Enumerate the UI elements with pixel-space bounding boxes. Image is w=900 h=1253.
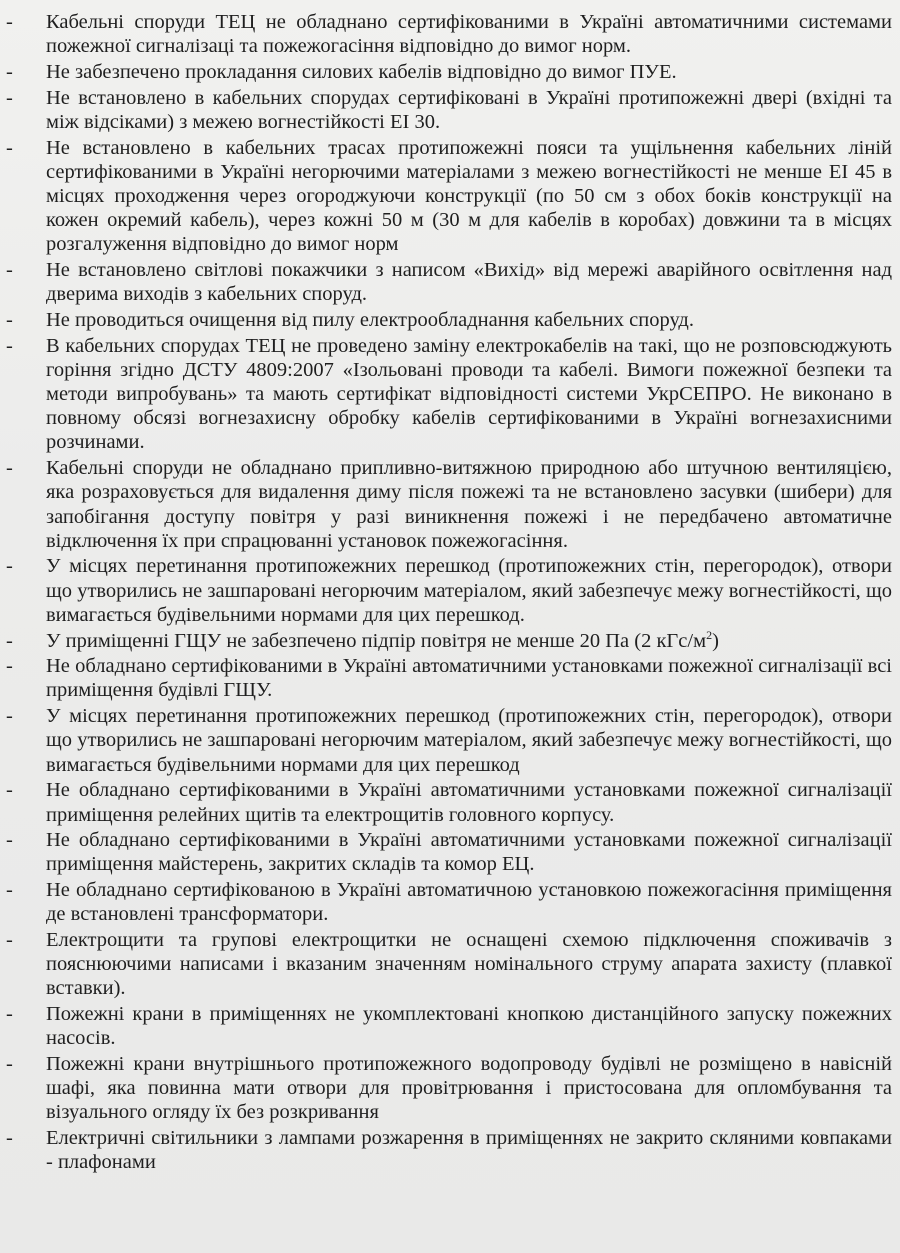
- bullet-dash: -: [6, 86, 13, 109]
- item-text-main: Не обладнано сертифікованою в Україні автоматичною установкою пожежогасіння приміщення де встановлені трансформатори.: [46, 879, 892, 926]
- list-item: [6, 878, 892, 926]
- item-text-main: Пожежні крани внутрішнього протипожежного водопроводу будівлі не розміщено в навісній шафі, яка повинна мати отвори для провітрювання і пристосована для опломбування та візуального огляду їх без розкривання: [46, 1053, 892, 1124]
- list-item: [6, 334, 892, 455]
- item-text-main: У місцях перетинання протипожежних перешкод (протипожежних стін, перегородок), отвори що утворились не зашпаровані негорючим матеріалом, який забезпечує межу вогнестійкості, що вимагається будівельними нормами для цих перешкод: [46, 705, 892, 776]
- list-item: [6, 86, 892, 134]
- item-text-main: Не обладнано сертифікованими в Україні автоматичними установками пожежної сигналізації всі приміщення будівлі ГЩУ.: [46, 655, 892, 702]
- bullet-dash: -: [6, 555, 13, 578]
- bullet-dash: -: [6, 308, 13, 331]
- bullet-dash: -: [6, 879, 13, 902]
- list-item: [6, 258, 892, 306]
- bullet-dash: -: [6, 1053, 13, 1076]
- item-text-main: Кабельні споруди не обладнано припливно-витяжною природною або штучною вентиляцією, яка розраховується для видалення диму після пожежі та не встановлено засувки (шибери) для запобігання доступу повітря у разі виникнення пожежі і не передбачено автоматичне відключення їх при спрацюванні установок пожежогасіння.: [46, 457, 892, 552]
- bullet-dash: -: [6, 259, 13, 282]
- list-item: [6, 654, 892, 702]
- item-text-main: Електричні світильники з лампами розжарення в приміщеннях не закрито скляними ковпаками - плафонами: [46, 1127, 892, 1174]
- list-item: [6, 60, 892, 84]
- item-text-main: У місцях перетинання протипожежних перешкод (протипожежних стін, перегородок), отвори що утворились не зашпаровані негорючим матеріалом, який забезпечує межу вогнестійкості, що вимагається будівельними нормами для цих перешкод.: [46, 555, 892, 626]
- item-text-main: Не встановлено в кабельних трасах протипожежні пояси та ущільнення кабельних ліній сертифікованими в Україні негорючими матеріалами з межею вогнестійкості не менше ЕІ 45 в місцях проходження через огороджуючи конструкції (по 50 см з обох боків конструкції на кожен окремий кабель), через кожні 50 м (30 м для кабелів в коробах) довжини та в місцях розгалуження відповідно до вимог норм: [46, 136, 892, 256]
- list-item: [6, 554, 892, 627]
- item-text: [46, 705, 892, 775]
- list-item: [6, 456, 892, 553]
- list-item: [6, 308, 892, 332]
- item-text: [46, 779, 892, 825]
- bullet-dash: -: [6, 11, 13, 33]
- list-item: [6, 828, 892, 876]
- item-text-main: Не встановлено світлові покажчики з написом «Вихід» від мережі аварійного освітлення над дверима виходів з кабельних споруд.: [46, 259, 892, 306]
- bullet-dash: -: [6, 60, 13, 83]
- list-item: [6, 136, 892, 257]
- item-text: [46, 11, 892, 57]
- bullet-dash: -: [6, 1003, 13, 1026]
- item-text-main: В кабельних спорудах ТЕЦ не проведено заміну електрокабелів на такі, що не розповсюджують горіння згідно ДСТУ 4809:2007 «Ізольовані проводи та кабелі. Вимоги пожежної безпеки та методи випробувань» та мають сертифікат відповідності системи УкрСЕПРО. Не виконано в повному обсязі вогнезахисну обробку кабелів сертифікованими в Україні вогнезахисними розчинами.: [46, 334, 892, 454]
- item-text-main: Не забезпечено прокладання силових кабелів відповідно до вимог ПУЕ.: [46, 60, 677, 83]
- bullet-dash: -: [6, 829, 13, 852]
- superscript: 2: [706, 627, 713, 642]
- bullet-dash: -: [6, 334, 13, 357]
- list-item: [6, 704, 892, 777]
- list-item: [6, 1052, 892, 1125]
- item-text-main: Кабельні споруди ТЕЦ не обладнано сертифікованими в Україні автоматичними системами пожежної сигналізаці та пожежогасіння відповідно до вимог норм.: [46, 11, 892, 58]
- item-text-after: ): [712, 629, 719, 652]
- item-text: [46, 1053, 892, 1123]
- bullet-dash: -: [6, 779, 13, 802]
- list-item: [6, 928, 892, 1001]
- bullet-dash: -: [6, 457, 13, 480]
- item-text: [46, 309, 694, 331]
- list-item: [6, 629, 892, 653]
- bullet-dash: -: [6, 1127, 13, 1150]
- item-text: [46, 627, 719, 652]
- item-text: [46, 1003, 892, 1049]
- item-text: [46, 555, 892, 625]
- item-text: [46, 259, 892, 305]
- bullet-dash: -: [6, 136, 13, 159]
- item-text-main: Не обладнано сертифікованими в Україні автоматичними установками пожежної сигналізації приміщення релейних щитів та електрощитів головного корпусу.: [46, 779, 892, 826]
- bullet-dash: -: [6, 655, 13, 678]
- violation-list: [6, 10, 892, 1175]
- item-text: [46, 61, 677, 83]
- item-text: [46, 829, 892, 875]
- item-text-main: Не встановлено в кабельних спорудах сертифіковані в Україні протипожежні двері (вхідні та між відсіками) з межею вогнестійкості ЕІ 30.: [46, 86, 892, 133]
- item-text-main: Не обладнано сертифікованими в Україні автоматичними установками пожежної сигналізації приміщення майстерень, закритих складів та комор ЕЦ.: [46, 829, 892, 876]
- list-item: [6, 778, 892, 826]
- item-text: [46, 335, 892, 454]
- item-text: [46, 87, 892, 133]
- item-text-main: У приміщенні ГЩУ не забезпечено підпір повітря не менше 20 Па (2 кГс/м: [46, 629, 707, 652]
- item-text: [46, 1127, 892, 1173]
- item-text: [46, 137, 892, 256]
- item-text: [46, 929, 892, 999]
- item-text-main: Електрощити та групові електрощитки не оснащені схемою підключення споживачів з пояснюючими написами і вказаним значенням номінального струму апарата захисту (плавкої вставки).: [46, 929, 892, 1000]
- list-item: [6, 10, 892, 58]
- item-text: [46, 879, 892, 925]
- item-text: [46, 655, 892, 701]
- list-item: [6, 1126, 892, 1174]
- item-text-main: Пожежні крани в приміщеннях не укомплектовані кнопкою дистанційного запуску пожежних насосів.: [46, 1003, 892, 1050]
- item-text-main: Не проводиться очищення від пилу електрообладнання кабельних споруд.: [46, 308, 694, 331]
- bullet-dash: -: [6, 629, 13, 652]
- item-text: [46, 457, 892, 552]
- bullet-dash: -: [6, 705, 13, 728]
- bullet-dash: -: [6, 929, 13, 952]
- list-item: [6, 1002, 892, 1050]
